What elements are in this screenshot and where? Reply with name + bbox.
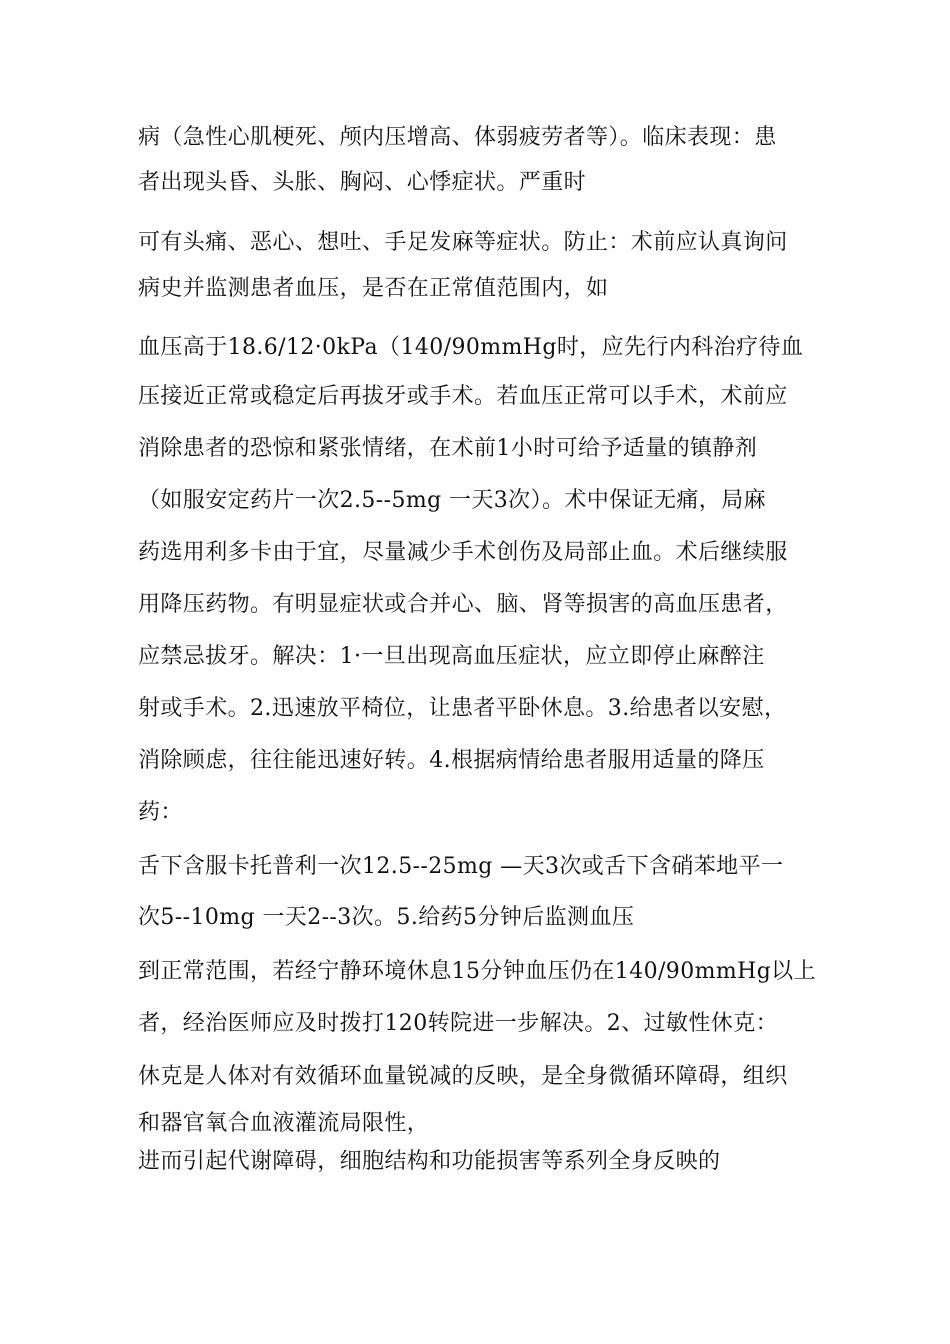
text-line: 药选用利多卡由于宜，尽量减少手术创伤及局部止血。术后继续服 bbox=[138, 540, 788, 565]
text-line: 休克是人体对有效循环血量锐减的反映，是全身微循环障碍，组织 bbox=[138, 1064, 788, 1089]
text-line: 用降压药物。有明显症状或合并心、脑、肾等损害的高血压患者， bbox=[138, 592, 788, 617]
text-line: 舌下含服卡托普利一次12.5--25mg —天3次或舌下含硝苯地平一 bbox=[138, 854, 784, 879]
text-line: 射或手术。2.迅速放平椅位，让患者平卧休息。3.给患者以安慰， bbox=[138, 696, 787, 721]
text-line: 和器官氧合血液灌流局限性， bbox=[138, 1111, 430, 1136]
text-line: 者出现头昏、头胀、胸闷、心悸症状。严重时 bbox=[138, 170, 587, 195]
text-line: 压接近正常或稳定后再拔牙或手术。若血压正常可以手术，术前应 bbox=[138, 384, 788, 409]
text-line: 血压高于18.6/12·0kPa（140/90mmHg时，应先行内科治疗待血 bbox=[138, 335, 804, 360]
text-line: 消除患者的恐惊和紧张情绪，在术前1小时可给予适量的镇静剂 bbox=[138, 436, 758, 461]
text-line: 到正常范围，若经宁静环境休息15分钟血压仍在140/90mmHg以上 bbox=[138, 959, 816, 984]
text-line: 消除顾虑，往往能迅速好转。4.根据病情给患者服用适量的降压 bbox=[138, 748, 765, 773]
text-line: （如服安定药片一次2.5--5mg 一天3次）。术中保证无痛，局麻 bbox=[138, 488, 766, 513]
text-line: 次5--10mg 一天2--3次。5.给药5分钟后监测血压 bbox=[138, 905, 635, 930]
text-line: 者，经治医师应及时拨打120转院进一步解决。2、过敏性休克： bbox=[138, 1011, 778, 1036]
text-line: 应禁忌拔牙。解决：1·一旦出现高血压症状，应立即停止麻醉注 bbox=[138, 644, 765, 669]
text-line: 病（急性心肌梗死、颅内压增高、体弱疲劳者等）。临床表现：患 bbox=[138, 125, 777, 150]
text-line: 病史并监测患者血压，是否在正常值范围内，如 bbox=[138, 276, 609, 301]
text-line: 进而引起代谢障碍，细胞结构和功能损害等系列全身反映的 bbox=[138, 1149, 721, 1174]
text-line: 药： bbox=[138, 800, 183, 825]
text-line: 可有头痛、恶心、想吐、手足发麻等症状。防止：术前应认真询问 bbox=[138, 230, 788, 255]
